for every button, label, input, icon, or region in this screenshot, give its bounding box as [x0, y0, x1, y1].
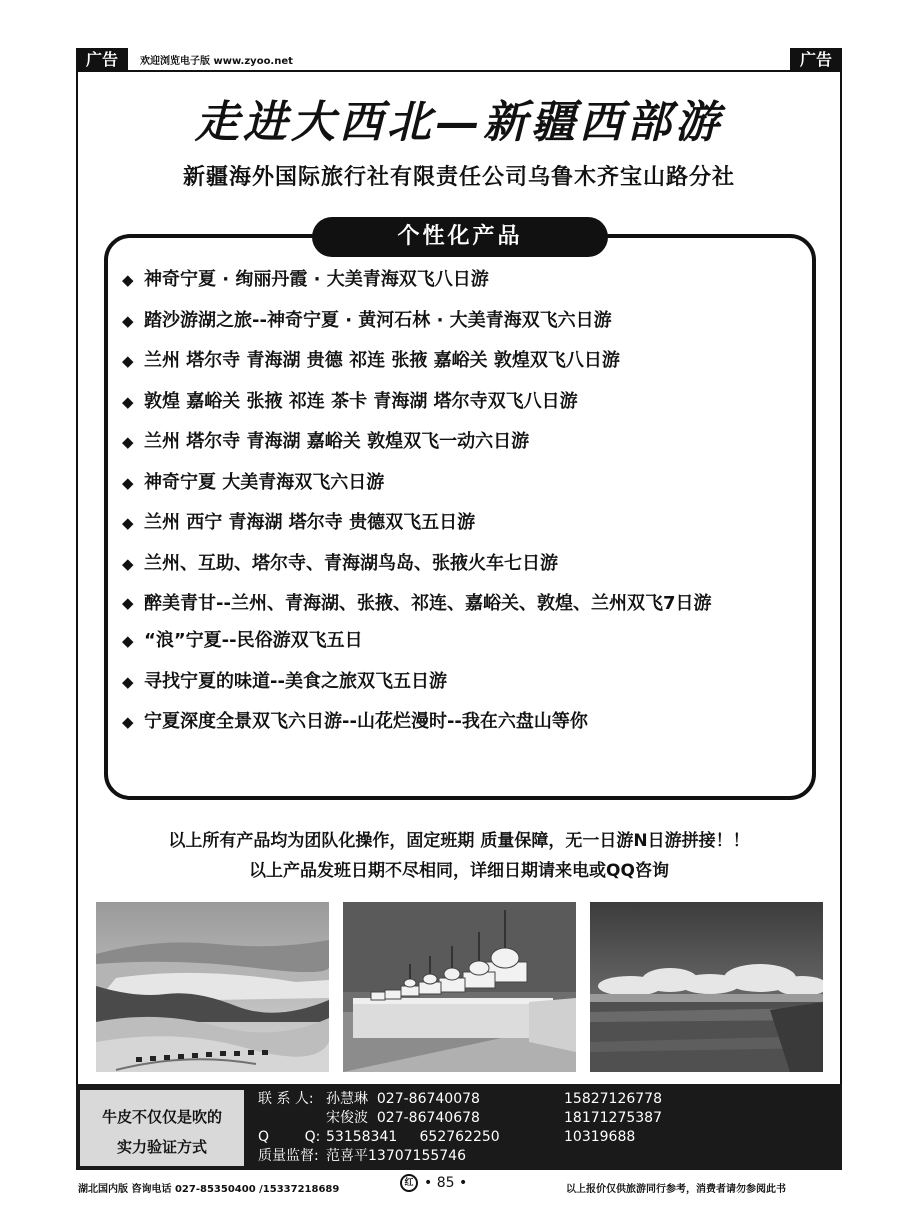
diamond-bullet-icon: ◆ — [122, 392, 134, 411]
contact-details — [258, 1090, 724, 1166]
slogan-line-2: 实力验证方式 — [116, 1138, 207, 1156]
website-url[interactable]: 欢迎浏览电子版 www.zyoo.net — [140, 56, 293, 67]
red-logo-icon: 红 — [400, 1174, 418, 1192]
list-item: ◆ 兰州 塔尔寺 青海湖 贵德 祁连 张掖 嘉峪关 敦煌双飞八日游 — [122, 350, 620, 371]
list-item: ◆ 兰州 西宁 青海湖 塔尔寺 贵德双飞五日游 — [122, 512, 476, 533]
diamond-bullet-icon: ◆ — [122, 713, 134, 731]
list-item: ◆ 神奇宁夏 · 绚丽丹霞 · 大美青海双飞八日游 — [122, 269, 489, 290]
footer-left-text: 湖北国内版 咨询电话 027-85350400 /15337218689 — [78, 1184, 340, 1195]
list-item: ◆ 踏沙游湖之旅--神奇宁夏 · 黄河石林 · 大美青海双飞六日游 — [122, 309, 612, 331]
footer-right-text: 以上报价仅供旅游同行参考，消费者请勿参阅此书 — [566, 1184, 786, 1195]
page-number — [400, 1174, 467, 1192]
ad-title: 走进大西北—新疆西部游 — [195, 97, 723, 148]
list-item: ◆ 敦煌 嘉峪关 张掖 祁连 茶卡 青海湖 塔尔寺双飞八日游 — [122, 390, 578, 412]
diamond-bullet-icon: ◆ — [122, 672, 134, 691]
list-item: ◆ 醉美青甘--兰州、青海湖、张掖、祁连、嘉峪关、敦煌、兰州双飞7日游 — [122, 583, 802, 624]
list-item: ◆ 寻找宁夏的味道--美食之旅双飞五日游 — [122, 670, 447, 692]
list-item: ◆ “浪”宁夏--民俗游双飞五日 — [122, 630, 363, 651]
slogan-line-1: 牛皮不仅仅是吹的 — [101, 1108, 222, 1126]
diamond-bullet-icon: ◆ — [122, 433, 134, 451]
ad-tag-right: 广告 — [790, 48, 842, 72]
diamond-bullet-icon: ◆ — [122, 271, 134, 289]
top-rule — [76, 70, 842, 72]
diamond-bullet-icon: ◆ — [122, 514, 134, 532]
photo-white-stupas — [343, 902, 576, 1072]
photo-lake-clouds — [590, 902, 823, 1072]
ad-tag-left: 广告 — [76, 48, 128, 72]
list-item: ◆ 宁夏深度全景双飞六日游--山花烂漫时--我在六盘山等你 — [122, 711, 588, 732]
diamond-bullet-icon: ◆ — [122, 554, 134, 573]
photo-desert-camels — [96, 902, 329, 1072]
slogan-box — [80, 1090, 244, 1166]
diamond-bullet-icon: ◆ — [122, 594, 134, 612]
contact-row: 质量监督: 范喜平13707155746 — [258, 1148, 466, 1164]
frame-right-border — [840, 70, 842, 1170]
frame-left-border — [76, 70, 78, 1170]
diamond-bullet-icon: ◆ — [122, 473, 134, 492]
contact-row: Q Q: 53158341 652762250 10319688 — [258, 1129, 636, 1145]
page-number-text: • 85 • — [424, 1175, 468, 1191]
notice-line-2: 以上产品发班日期不尽相同，详细日期请来电或QQ咨询 — [249, 861, 669, 881]
diamond-bullet-icon: ◆ — [122, 352, 134, 370]
product-header: 个性化产品 — [312, 217, 608, 257]
list-item: ◆ 兰州、互助、塔尔寺、青海湖鸟岛、张掖火车七日游 — [122, 552, 558, 574]
diamond-bullet-icon: ◆ — [122, 632, 134, 650]
product-list — [122, 268, 802, 751]
contact-row: 联 系 人: 孙慧琳 027-86740078 15827126778 — [258, 1091, 662, 1107]
company-name: 新疆海外国际旅行社有限责任公司乌鲁木齐宝山路分社 — [182, 165, 735, 190]
list-item: ◆ 兰州 塔尔寺 青海湖 嘉峪关 敦煌双飞一动六日游 — [122, 431, 530, 452]
contact-row: 宋俊波 027-86740678 18171275387 — [326, 1110, 662, 1126]
notice-line-1: 以上所有产品均为团队化操作，固定班期 质量保障，无一日游N日游拼接！！ — [168, 831, 750, 851]
diamond-bullet-icon: ◆ — [122, 311, 134, 330]
list-item: ◆ 神奇宁夏 大美青海双飞六日游 — [122, 471, 385, 493]
